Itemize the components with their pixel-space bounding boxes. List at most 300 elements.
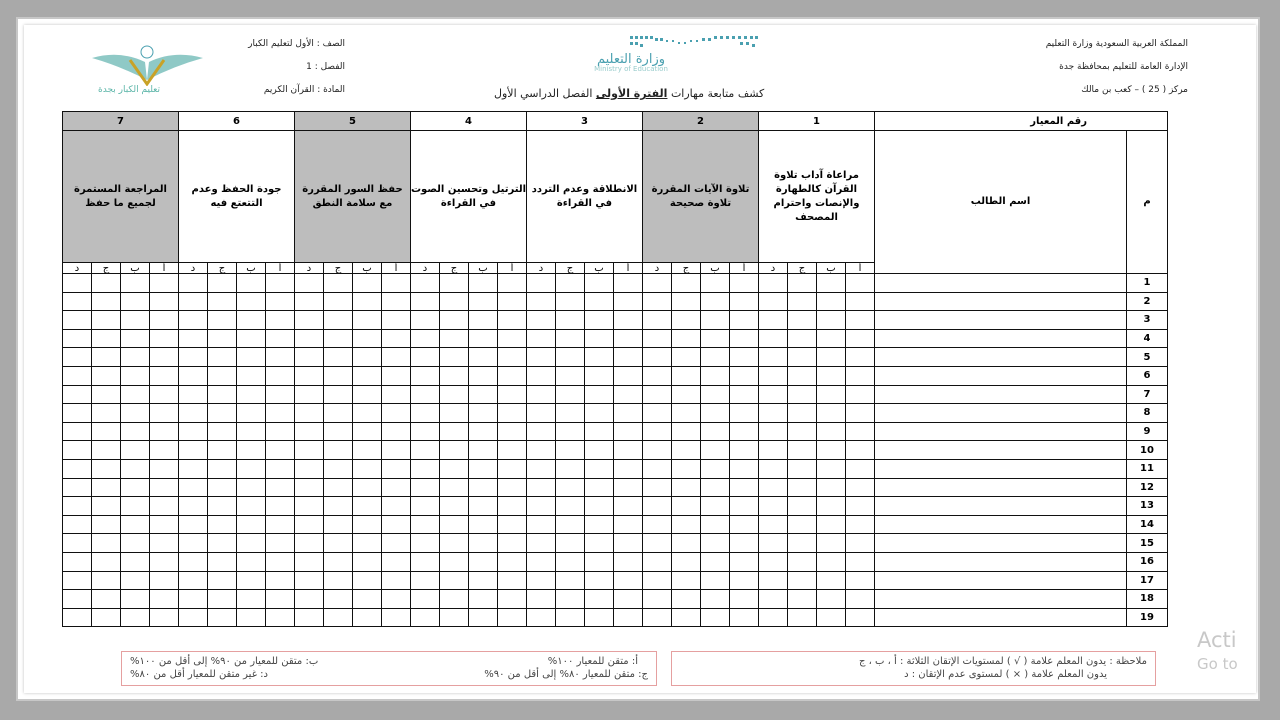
mark-cell[interactable] (121, 515, 150, 534)
mark-cell[interactable] (498, 590, 527, 609)
mark-cell[interactable] (324, 515, 353, 534)
mark-cell[interactable] (208, 497, 237, 516)
mark-cell[interactable] (63, 274, 92, 293)
mark-cell[interactable] (498, 274, 527, 293)
mark-cell[interactable] (614, 274, 643, 293)
mark-cell[interactable] (208, 311, 237, 330)
mark-cell[interactable] (121, 366, 150, 385)
mark-cell[interactable] (150, 404, 179, 423)
mark-cell[interactable] (701, 329, 730, 348)
mark-cell[interactable] (121, 274, 150, 293)
mark-cell[interactable] (324, 459, 353, 478)
mark-cell[interactable] (643, 571, 672, 590)
mark-cell[interactable] (643, 515, 672, 534)
mark-cell[interactable] (266, 608, 295, 627)
mark-cell[interactable] (643, 478, 672, 497)
mark-cell[interactable] (527, 459, 556, 478)
mark-cell[interactable] (150, 459, 179, 478)
mark-cell[interactable] (266, 478, 295, 497)
mark-cell[interactable] (179, 385, 208, 404)
mark-cell[interactable] (730, 459, 759, 478)
mark-cell[interactable] (92, 404, 121, 423)
mark-cell[interactable] (788, 608, 817, 627)
mark-cell[interactable] (382, 422, 411, 441)
mark-cell[interactable] (353, 590, 382, 609)
mark-cell[interactable] (150, 590, 179, 609)
mark-cell[interactable] (150, 534, 179, 553)
mark-cell[interactable] (179, 590, 208, 609)
mark-cell[interactable] (672, 590, 701, 609)
mark-cell[interactable] (527, 534, 556, 553)
mark-cell[interactable] (121, 329, 150, 348)
mark-cell[interactable] (121, 292, 150, 311)
mark-cell[interactable] (643, 608, 672, 627)
mark-cell[interactable] (759, 552, 788, 571)
mark-cell[interactable] (701, 534, 730, 553)
mark-cell[interactable] (643, 441, 672, 460)
mark-cell[interactable] (324, 497, 353, 516)
mark-cell[interactable] (121, 590, 150, 609)
student-name-cell[interactable] (875, 441, 1127, 460)
mark-cell[interactable] (121, 459, 150, 478)
mark-cell[interactable] (672, 571, 701, 590)
mark-cell[interactable] (63, 571, 92, 590)
mark-cell[interactable] (672, 534, 701, 553)
mark-cell[interactable] (266, 292, 295, 311)
mark-cell[interactable] (353, 292, 382, 311)
mark-cell[interactable] (382, 292, 411, 311)
mark-cell[interactable] (643, 274, 672, 293)
mark-cell[interactable] (353, 348, 382, 367)
mark-cell[interactable] (817, 311, 846, 330)
mark-cell[interactable] (208, 348, 237, 367)
mark-cell[interactable] (846, 311, 875, 330)
mark-cell[interactable] (498, 459, 527, 478)
mark-cell[interactable] (759, 497, 788, 516)
student-name-cell[interactable] (875, 385, 1127, 404)
mark-cell[interactable] (208, 385, 237, 404)
mark-cell[interactable] (121, 311, 150, 330)
mark-cell[interactable] (643, 552, 672, 571)
mark-cell[interactable] (295, 274, 324, 293)
mark-cell[interactable] (817, 385, 846, 404)
mark-cell[interactable] (730, 385, 759, 404)
mark-cell[interactable] (266, 385, 295, 404)
mark-cell[interactable] (382, 459, 411, 478)
mark-cell[interactable] (788, 385, 817, 404)
mark-cell[interactable] (179, 497, 208, 516)
mark-cell[interactable] (266, 571, 295, 590)
mark-cell[interactable] (585, 497, 614, 516)
mark-cell[interactable] (614, 311, 643, 330)
mark-cell[interactable] (121, 478, 150, 497)
mark-cell[interactable] (730, 404, 759, 423)
mark-cell[interactable] (556, 422, 585, 441)
student-name-cell[interactable] (875, 515, 1127, 534)
mark-cell[interactable] (469, 478, 498, 497)
mark-cell[interactable] (556, 311, 585, 330)
mark-cell[interactable] (237, 441, 266, 460)
mark-cell[interactable] (730, 348, 759, 367)
mark-cell[interactable] (440, 534, 469, 553)
mark-cell[interactable] (266, 552, 295, 571)
mark-cell[interactable] (266, 441, 295, 460)
mark-cell[interactable] (730, 366, 759, 385)
mark-cell[interactable] (469, 329, 498, 348)
mark-cell[interactable] (730, 422, 759, 441)
mark-cell[interactable] (672, 329, 701, 348)
mark-cell[interactable] (208, 274, 237, 293)
mark-cell[interactable] (179, 329, 208, 348)
mark-cell[interactable] (92, 441, 121, 460)
mark-cell[interactable] (266, 459, 295, 478)
mark-cell[interactable] (498, 497, 527, 516)
mark-cell[interactable] (585, 311, 614, 330)
mark-cell[interactable] (208, 422, 237, 441)
mark-cell[interactable] (324, 385, 353, 404)
mark-cell[interactable] (295, 422, 324, 441)
mark-cell[interactable] (527, 292, 556, 311)
mark-cell[interactable] (150, 571, 179, 590)
student-name-cell[interactable] (875, 478, 1127, 497)
mark-cell[interactable] (817, 515, 846, 534)
mark-cell[interactable] (469, 274, 498, 293)
mark-cell[interactable] (324, 404, 353, 423)
mark-cell[interactable] (701, 385, 730, 404)
mark-cell[interactable] (411, 515, 440, 534)
mark-cell[interactable] (382, 478, 411, 497)
mark-cell[interactable] (759, 515, 788, 534)
mark-cell[interactable] (846, 385, 875, 404)
mark-cell[interactable] (353, 552, 382, 571)
mark-cell[interactable] (353, 385, 382, 404)
mark-cell[interactable] (353, 311, 382, 330)
mark-cell[interactable] (643, 459, 672, 478)
mark-cell[interactable] (469, 571, 498, 590)
mark-cell[interactable] (817, 274, 846, 293)
mark-cell[interactable] (614, 366, 643, 385)
mark-cell[interactable] (788, 329, 817, 348)
mark-cell[interactable] (701, 366, 730, 385)
mark-cell[interactable] (556, 274, 585, 293)
mark-cell[interactable] (585, 459, 614, 478)
mark-cell[interactable] (556, 608, 585, 627)
mark-cell[interactable] (701, 274, 730, 293)
mark-cell[interactable] (92, 422, 121, 441)
student-name-cell[interactable] (875, 552, 1127, 571)
student-name-cell[interactable] (875, 422, 1127, 441)
mark-cell[interactable] (295, 515, 324, 534)
mark-cell[interactable] (295, 348, 324, 367)
mark-cell[interactable] (150, 552, 179, 571)
mark-cell[interactable] (672, 497, 701, 516)
mark-cell[interactable] (63, 385, 92, 404)
mark-cell[interactable] (585, 292, 614, 311)
mark-cell[interactable] (614, 292, 643, 311)
student-name-cell[interactable] (875, 534, 1127, 553)
mark-cell[interactable] (469, 366, 498, 385)
mark-cell[interactable] (585, 366, 614, 385)
mark-cell[interactable] (817, 478, 846, 497)
mark-cell[interactable] (585, 385, 614, 404)
mark-cell[interactable] (527, 385, 556, 404)
mark-cell[interactable] (498, 441, 527, 460)
mark-cell[interactable] (411, 274, 440, 293)
mark-cell[interactable] (353, 459, 382, 478)
mark-cell[interactable] (208, 292, 237, 311)
mark-cell[interactable] (63, 311, 92, 330)
mark-cell[interactable] (121, 552, 150, 571)
mark-cell[interactable] (411, 404, 440, 423)
mark-cell[interactable] (759, 478, 788, 497)
mark-cell[interactable] (817, 534, 846, 553)
mark-cell[interactable] (353, 515, 382, 534)
mark-cell[interactable] (672, 608, 701, 627)
mark-cell[interactable] (208, 478, 237, 497)
mark-cell[interactable] (63, 348, 92, 367)
mark-cell[interactable] (440, 366, 469, 385)
mark-cell[interactable] (63, 404, 92, 423)
mark-cell[interactable] (643, 534, 672, 553)
mark-cell[interactable] (92, 497, 121, 516)
mark-cell[interactable] (353, 534, 382, 553)
mark-cell[interactable] (672, 348, 701, 367)
mark-cell[interactable] (846, 497, 875, 516)
student-name-cell[interactable] (875, 571, 1127, 590)
mark-cell[interactable] (92, 552, 121, 571)
mark-cell[interactable] (440, 385, 469, 404)
mark-cell[interactable] (324, 590, 353, 609)
mark-cell[interactable] (759, 441, 788, 460)
mark-cell[interactable] (63, 478, 92, 497)
mark-cell[interactable] (614, 534, 643, 553)
mark-cell[interactable] (411, 552, 440, 571)
mark-cell[interactable] (701, 478, 730, 497)
mark-cell[interactable] (382, 404, 411, 423)
mark-cell[interactable] (672, 422, 701, 441)
mark-cell[interactable] (353, 366, 382, 385)
mark-cell[interactable] (730, 552, 759, 571)
mark-cell[interactable] (179, 311, 208, 330)
mark-cell[interactable] (382, 534, 411, 553)
mark-cell[interactable] (353, 497, 382, 516)
mark-cell[interactable] (382, 608, 411, 627)
mark-cell[interactable] (382, 552, 411, 571)
mark-cell[interactable] (179, 292, 208, 311)
mark-cell[interactable] (614, 441, 643, 460)
mark-cell[interactable] (295, 366, 324, 385)
mark-cell[interactable] (643, 385, 672, 404)
mark-cell[interactable] (585, 329, 614, 348)
mark-cell[interactable] (266, 404, 295, 423)
mark-cell[interactable] (527, 366, 556, 385)
mark-cell[interactable] (614, 348, 643, 367)
mark-cell[interactable] (295, 292, 324, 311)
mark-cell[interactable] (846, 608, 875, 627)
mark-cell[interactable] (585, 534, 614, 553)
mark-cell[interactable] (556, 534, 585, 553)
mark-cell[interactable] (672, 385, 701, 404)
mark-cell[interactable] (324, 292, 353, 311)
mark-cell[interactable] (788, 552, 817, 571)
mark-cell[interactable] (150, 608, 179, 627)
mark-cell[interactable] (208, 590, 237, 609)
mark-cell[interactable] (846, 274, 875, 293)
mark-cell[interactable] (92, 459, 121, 478)
mark-cell[interactable] (527, 422, 556, 441)
mark-cell[interactable] (846, 515, 875, 534)
mark-cell[interactable] (614, 404, 643, 423)
mark-cell[interactable] (440, 441, 469, 460)
mark-cell[interactable] (556, 459, 585, 478)
mark-cell[interactable] (730, 608, 759, 627)
mark-cell[interactable] (92, 274, 121, 293)
mark-cell[interactable] (817, 590, 846, 609)
mark-cell[interactable] (701, 571, 730, 590)
mark-cell[interactable] (527, 348, 556, 367)
mark-cell[interactable] (469, 497, 498, 516)
mark-cell[interactable] (527, 311, 556, 330)
student-name-cell[interactable] (875, 404, 1127, 423)
mark-cell[interactable] (382, 311, 411, 330)
mark-cell[interactable] (469, 292, 498, 311)
mark-cell[interactable] (846, 329, 875, 348)
mark-cell[interactable] (353, 608, 382, 627)
mark-cell[interactable] (585, 515, 614, 534)
mark-cell[interactable] (614, 422, 643, 441)
mark-cell[interactable] (382, 441, 411, 460)
mark-cell[interactable] (556, 515, 585, 534)
mark-cell[interactable] (121, 534, 150, 553)
mark-cell[interactable] (527, 571, 556, 590)
mark-cell[interactable] (527, 274, 556, 293)
mark-cell[interactable] (759, 348, 788, 367)
mark-cell[interactable] (527, 478, 556, 497)
mark-cell[interactable] (411, 608, 440, 627)
mark-cell[interactable] (643, 329, 672, 348)
mark-cell[interactable] (266, 311, 295, 330)
mark-cell[interactable] (295, 590, 324, 609)
mark-cell[interactable] (63, 292, 92, 311)
mark-cell[interactable] (759, 329, 788, 348)
mark-cell[interactable] (324, 274, 353, 293)
mark-cell[interactable] (208, 329, 237, 348)
mark-cell[interactable] (295, 441, 324, 460)
mark-cell[interactable] (672, 311, 701, 330)
mark-cell[interactable] (498, 292, 527, 311)
mark-cell[interactable] (266, 590, 295, 609)
mark-cell[interactable] (179, 571, 208, 590)
mark-cell[interactable] (585, 590, 614, 609)
mark-cell[interactable] (208, 404, 237, 423)
mark-cell[interactable] (92, 348, 121, 367)
mark-cell[interactable] (92, 329, 121, 348)
mark-cell[interactable] (498, 515, 527, 534)
mark-cell[interactable] (788, 571, 817, 590)
mark-cell[interactable] (237, 422, 266, 441)
mark-cell[interactable] (701, 404, 730, 423)
mark-cell[interactable] (440, 571, 469, 590)
mark-cell[interactable] (788, 534, 817, 553)
mark-cell[interactable] (179, 274, 208, 293)
mark-cell[interactable] (353, 571, 382, 590)
mark-cell[interactable] (324, 348, 353, 367)
mark-cell[interactable] (614, 552, 643, 571)
mark-cell[interactable] (759, 385, 788, 404)
mark-cell[interactable] (672, 459, 701, 478)
mark-cell[interactable] (63, 590, 92, 609)
mark-cell[interactable] (730, 571, 759, 590)
mark-cell[interactable] (266, 366, 295, 385)
mark-cell[interactable] (701, 348, 730, 367)
mark-cell[interactable] (179, 515, 208, 534)
mark-cell[interactable] (672, 478, 701, 497)
mark-cell[interactable] (237, 329, 266, 348)
mark-cell[interactable] (63, 459, 92, 478)
mark-cell[interactable] (556, 552, 585, 571)
mark-cell[interactable] (701, 441, 730, 460)
mark-cell[interactable] (63, 552, 92, 571)
mark-cell[interactable] (121, 385, 150, 404)
mark-cell[interactable] (179, 552, 208, 571)
mark-cell[interactable] (498, 366, 527, 385)
mark-cell[interactable] (701, 590, 730, 609)
mark-cell[interactable] (585, 441, 614, 460)
mark-cell[interactable] (759, 590, 788, 609)
mark-cell[interactable] (614, 497, 643, 516)
mark-cell[interactable] (411, 497, 440, 516)
mark-cell[interactable] (179, 608, 208, 627)
mark-cell[interactable] (614, 608, 643, 627)
mark-cell[interactable] (730, 534, 759, 553)
mark-cell[interactable] (295, 552, 324, 571)
mark-cell[interactable] (759, 404, 788, 423)
mark-cell[interactable] (63, 515, 92, 534)
mark-cell[interactable] (643, 311, 672, 330)
student-name-cell[interactable] (875, 348, 1127, 367)
mark-cell[interactable] (208, 552, 237, 571)
mark-cell[interactable] (92, 385, 121, 404)
mark-cell[interactable] (817, 571, 846, 590)
mark-cell[interactable] (179, 441, 208, 460)
mark-cell[interactable] (585, 478, 614, 497)
mark-cell[interactable] (237, 497, 266, 516)
mark-cell[interactable] (817, 441, 846, 460)
mark-cell[interactable] (440, 478, 469, 497)
mark-cell[interactable] (150, 385, 179, 404)
mark-cell[interactable] (527, 590, 556, 609)
mark-cell[interactable] (846, 348, 875, 367)
mark-cell[interactable] (788, 459, 817, 478)
mark-cell[interactable] (643, 404, 672, 423)
mark-cell[interactable] (237, 311, 266, 330)
mark-cell[interactable] (63, 366, 92, 385)
mark-cell[interactable] (440, 311, 469, 330)
mark-cell[interactable] (150, 422, 179, 441)
mark-cell[interactable] (498, 348, 527, 367)
mark-cell[interactable] (179, 404, 208, 423)
mark-cell[interactable] (324, 552, 353, 571)
mark-cell[interactable] (382, 497, 411, 516)
mark-cell[interactable] (817, 366, 846, 385)
mark-cell[interactable] (63, 608, 92, 627)
mark-cell[interactable] (382, 385, 411, 404)
mark-cell[interactable] (382, 329, 411, 348)
mark-cell[interactable] (759, 571, 788, 590)
mark-cell[interactable] (701, 608, 730, 627)
mark-cell[interactable] (788, 348, 817, 367)
mark-cell[interactable] (208, 459, 237, 478)
